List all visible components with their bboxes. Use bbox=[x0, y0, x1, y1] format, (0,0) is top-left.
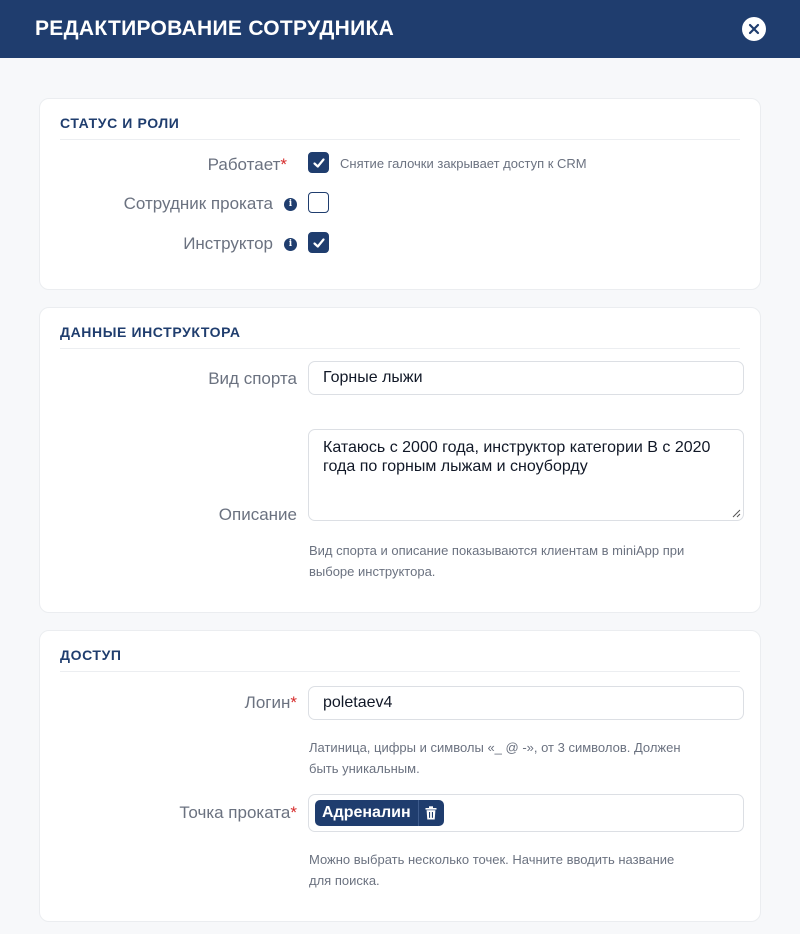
tag-label: Адреналин bbox=[322, 804, 411, 821]
rental-point-label-row bbox=[37, 803, 297, 823]
hint-line: Латиница, цифры и символы «_ @ -», от 3 символов. Должен bbox=[309, 740, 681, 755]
instructor-data-title: ДАННЫЕ ИНСТРУКТОРА bbox=[60, 324, 241, 340]
description-textarea[interactable] bbox=[308, 429, 744, 521]
rental-point-hint bbox=[309, 849, 674, 891]
divider bbox=[60, 348, 740, 349]
instructor-label: Инструктор bbox=[183, 234, 273, 253]
hint-line: для поиска. bbox=[309, 873, 380, 888]
hint-line: Можно выбрать несколько точек. Начните вводить название bbox=[309, 852, 675, 867]
login-label-row bbox=[37, 693, 297, 713]
login-hint bbox=[309, 737, 681, 779]
access-title: ДОСТУП bbox=[60, 647, 122, 663]
description-label: Описание bbox=[218, 505, 297, 524]
login-input[interactable]: poletaev4 bbox=[308, 686, 744, 720]
info-icon[interactable]: i bbox=[284, 238, 297, 251]
divider bbox=[60, 671, 740, 672]
instructor-data-card bbox=[39, 307, 761, 613]
required-marker: * bbox=[280, 155, 287, 174]
sport-label: Вид спорта bbox=[208, 369, 297, 388]
access-card bbox=[39, 630, 761, 922]
status-roles-card bbox=[39, 98, 761, 290]
status-roles-title: СТАТУС И РОЛИ bbox=[60, 115, 180, 131]
required-marker: * bbox=[290, 803, 297, 822]
hint-line: Вид спорта и описание показываются клиентам в miniApp при bbox=[309, 543, 685, 558]
modal-title: РЕДАКТИРОВАНИЕ СОТРУДНИКА bbox=[35, 17, 395, 40]
resize-grip-icon[interactable] bbox=[731, 508, 741, 518]
working-hint: Снятие галочки закрывает доступ к CRM bbox=[340, 156, 587, 171]
login-label: Логин bbox=[244, 693, 291, 712]
rental-point-tag bbox=[315, 800, 444, 826]
hint-line: выборе инструктора. bbox=[309, 564, 436, 579]
modal-body bbox=[0, 58, 800, 934]
hint-line: быть уникальным. bbox=[309, 761, 420, 776]
instructor-checkbox[interactable] bbox=[308, 232, 329, 253]
rental-point-input[interactable] bbox=[308, 794, 744, 832]
working-label: Работает bbox=[207, 155, 281, 174]
required-marker: * bbox=[290, 693, 297, 712]
rental-employee-checkbox[interactable] bbox=[308, 192, 329, 213]
close-button[interactable] bbox=[742, 17, 766, 41]
rental-point-label: Точка проката bbox=[179, 803, 291, 822]
working-checkbox[interactable] bbox=[308, 152, 329, 173]
trash-icon bbox=[425, 806, 437, 820]
rental-employee-label: Сотрудник проката bbox=[123, 194, 273, 213]
info-icon[interactable]: i bbox=[284, 198, 297, 211]
sport-input[interactable]: Горные лыжи bbox=[308, 361, 744, 395]
description-text: Катаюсь с 2000 года, инструктор категории В с 2020 года по горным лыжам и сноуборду bbox=[323, 439, 711, 475]
working-label-row bbox=[27, 155, 287, 175]
close-icon bbox=[748, 23, 760, 35]
modal-header bbox=[0, 0, 800, 58]
tag-delete-button[interactable] bbox=[418, 800, 444, 826]
checkmark-icon bbox=[312, 236, 326, 250]
instructor-hint bbox=[309, 540, 684, 582]
checkmark-icon bbox=[312, 156, 326, 170]
divider bbox=[60, 139, 740, 140]
